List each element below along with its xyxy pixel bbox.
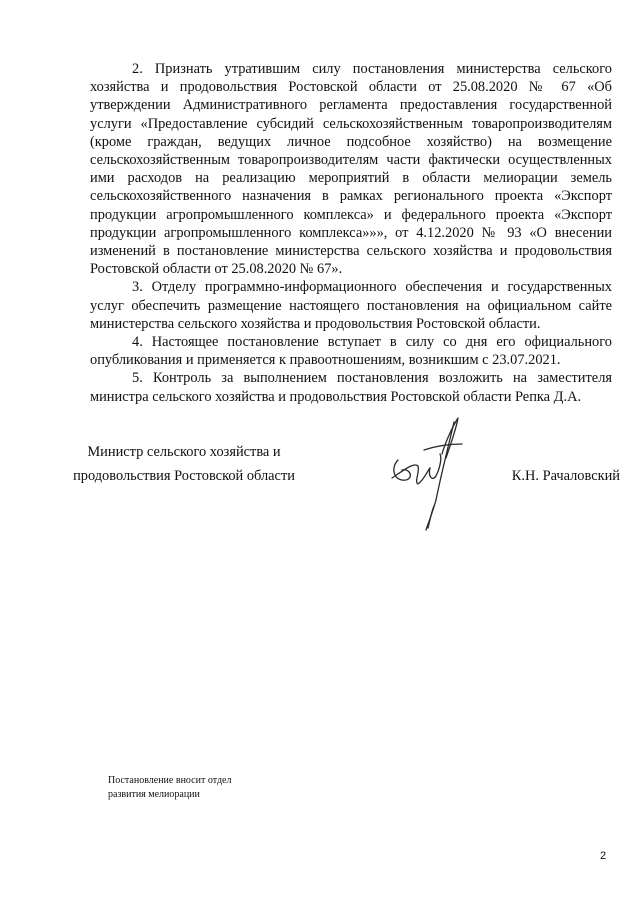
paragraph-4: 4. Настоящее постановление вступает в силу со дня его официального опубликования и применяется к правоотношениям, возникшим с 23.07.2021. — [90, 334, 612, 369]
signatory-position-line2: продовольствия Ростовской области — [73, 468, 295, 484]
signatory-position-line1: Министр сельского хозяйства и — [87, 444, 281, 460]
signatory-position — [64, 440, 304, 488]
paragraph-5: 5. Контроль за выполнением постановления возложить на заместителя министра сельского хозяйства и продовольствия Ростовской области Репка Д.А. — [90, 370, 612, 405]
page-number: 2 — [600, 850, 607, 862]
signatory-name: К.Н. Рачаловский — [511, 468, 620, 484]
document-body — [90, 60, 612, 406]
paragraph-3: 3. Отделу программно-информационного обеспечения и государственных услуг обеспечить размещение настоящего постановления на официальном сайте министерства сельского хозяйства и продовольствия Ростовской области. — [90, 279, 612, 332]
footnote — [108, 774, 231, 802]
footnote-line1: Постановление вносит отдел — [108, 775, 232, 786]
handwritten-signature — [384, 410, 474, 540]
footnote-line2: развития мелиорации — [108, 789, 200, 800]
paragraph-2: 2. Признать утратившим силу постановления министерства сельского хозяйства и продовольствия Ростовской области от 25.08.2020 № 67 «Об утверждении Административного регламента предоставления государственной услуги «Предоставление субсидий сельскохозяйственным товаропроизводителям (кроме граждан, ведущих личное подсобное хозяйство) на возмещение сельскохозяйственным товаропроизводителям части фактически осуществленных ими расходов на реализацию мероприятий в области мелиорации земель сельскохозяйственного назначения в рамках регионального проекта «Экспорт продукции агропромышленного комплекса» и федерального проекта «Экспорт продукции агропромышленного комплекса»»», от 4.12.2020 № 93 «О внесении изменений в постановление министерства сельского хозяйства и продовольствия Ростовской области от 25.08.2020 № 67». — [90, 61, 612, 278]
